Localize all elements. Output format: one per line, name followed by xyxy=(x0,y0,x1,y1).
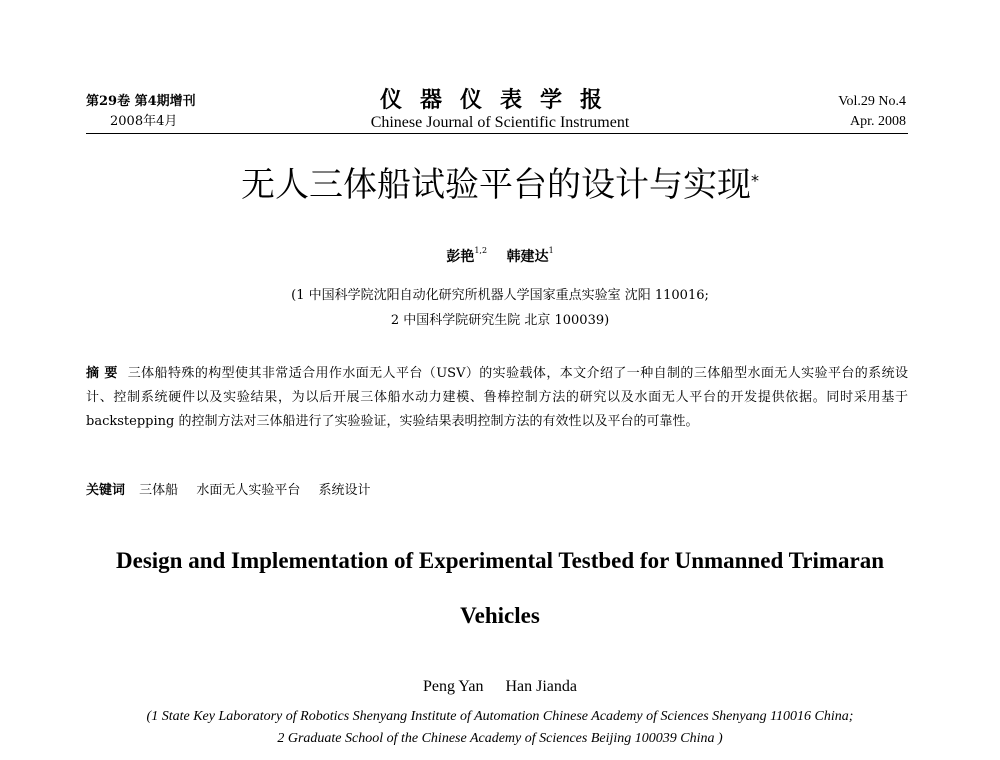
header-date-en: Apr. 2008 xyxy=(850,114,906,129)
paper-title-cn xyxy=(0,163,1000,207)
header-volume-cn: 第29卷 第4期增刊 xyxy=(86,94,196,109)
author-en-name: Han Jianda xyxy=(505,678,577,695)
keywords-label: 关键词 xyxy=(86,483,126,498)
affiliation-cn-line: 2 中国科学院研究生院 北京 100039) xyxy=(390,313,610,328)
journal-name-cn: 仪器仪表学报 xyxy=(379,87,620,113)
abstract-cn xyxy=(86,362,908,434)
keywords-cn xyxy=(86,481,384,501)
authors-cn xyxy=(0,246,1000,266)
keyword-item: 系统设计 xyxy=(318,483,371,498)
title-footnote-mark: * xyxy=(751,171,759,190)
author-cn-sup: 1,2 xyxy=(474,246,488,255)
affiliations-cn xyxy=(0,283,1000,333)
author-cn-name: 彭艳 xyxy=(446,249,475,265)
affiliation-en-line: 2 Graduate School of the Chinese Academy of Sciences Beijing 100039 China ) xyxy=(277,731,723,746)
authors-en xyxy=(0,678,1000,696)
affiliation-cn-line: (1 中国科学院沈阳自动化研究所机器人学国家重点实验室 沈阳 110016; xyxy=(291,288,709,303)
header-rule xyxy=(86,133,908,134)
header-date-cn: 2008年4月 xyxy=(110,114,178,129)
abstract-text: 三体船特殊的构型使其非常适合用作水面无人平台（USV）的实验载体，本文介绍了一种自制的三体船型水面无人实验平台的系统设计、控制系统硬件以及实验结果，为以后开展三体船水动力建模、鲁棒控制方法的研究以及水面无人平台的开发提供依据。同时采用基于 backstepping 的控制方法对三体船进行了实验验证，实验结果表明控制方法的有效性以及平台的可靠性。 xyxy=(86,366,908,429)
author-cn-name: 韩建达 xyxy=(506,249,549,265)
author-cn-sup: 1 xyxy=(548,246,554,255)
keyword-item: 三体船 xyxy=(139,483,179,498)
paper-title-en-line2: Vehicles xyxy=(460,603,540,628)
abstract-label: 摘 要 xyxy=(86,366,118,381)
affiliations-en xyxy=(0,706,1000,750)
paper-title-cn-text: 无人三体船试验平台的设计与实现 xyxy=(241,165,751,205)
header-volume-en: Vol.29 No.4 xyxy=(838,94,906,109)
author-en-name: Peng Yan xyxy=(423,678,484,695)
paper-title-en-line1: Design and Implementation of Experimental Testbed for Unmanned Trimaran xyxy=(116,548,884,573)
keyword-item: 水面无人实验平台 xyxy=(196,483,301,498)
journal-name-en: Chinese Journal of Scientific Instrument xyxy=(370,114,630,131)
header-volume-en-block xyxy=(838,92,906,132)
affiliation-en-line: (1 State Key Laboratory of Robotics Shenyang Institute of Automation Chinese Academy of Sciences Shenyang 110016 China; xyxy=(146,709,854,724)
